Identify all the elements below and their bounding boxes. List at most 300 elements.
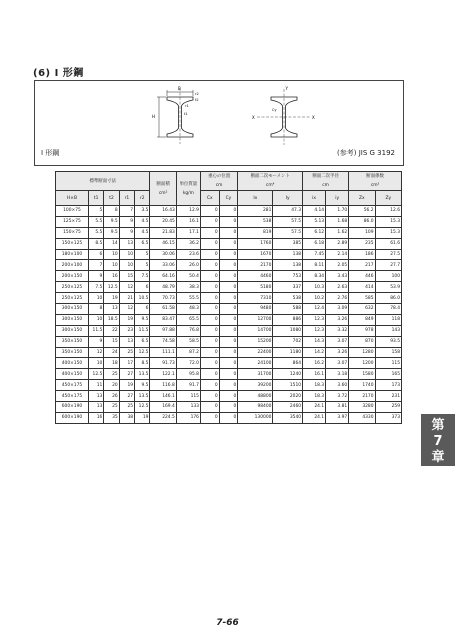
table-cell: 0 xyxy=(219,227,238,238)
table-cell: 1180 xyxy=(273,347,303,358)
table-cell: 100 xyxy=(375,271,401,282)
table-cell: 12.4 xyxy=(303,304,326,315)
table-cell: 35 xyxy=(104,412,119,423)
table-cell: 0 xyxy=(219,402,238,413)
table-cell: 10 xyxy=(88,358,103,369)
table-cell: 116.8 xyxy=(150,380,176,391)
table-cell: 6.5 xyxy=(135,336,150,347)
table-cell: 24100 xyxy=(238,358,273,369)
table-cell: 83.47 xyxy=(150,314,176,325)
header-r2: r2 xyxy=(135,191,150,206)
table-cell: 0 xyxy=(219,412,238,423)
table-cell: 15 xyxy=(104,336,119,347)
table-cell: 8 xyxy=(88,304,103,315)
chapter-tab[interactable] xyxy=(421,414,455,466)
table-cell: 8 xyxy=(104,206,119,217)
table-cell: 91.73 xyxy=(150,358,176,369)
table-cell: 0 xyxy=(200,293,219,304)
table-cell: 115 xyxy=(176,391,200,402)
table-cell: 38.3 xyxy=(176,282,200,293)
table-cell: 13 xyxy=(119,336,134,347)
table-cell: 111.1 xyxy=(150,347,176,358)
table-cell: 0 xyxy=(219,347,238,358)
table-cell: 23 xyxy=(119,325,134,336)
dim-label-t1: t1 xyxy=(184,112,188,116)
table-cell: 0 xyxy=(219,358,238,369)
table-cell: 26.0 xyxy=(176,260,200,271)
table-cell: 9 xyxy=(119,227,134,238)
table-cell: 588 xyxy=(273,304,303,315)
table-cell: 86.0 xyxy=(375,293,401,304)
table-cell: 24.1 xyxy=(303,412,326,423)
dim-label-t2: t2 xyxy=(195,98,199,102)
table-cell: 300×150 xyxy=(56,314,89,325)
table-cell: 2.05 xyxy=(326,260,349,271)
table-cell: 25 xyxy=(104,402,119,413)
table-cell: 16.43 xyxy=(150,206,176,217)
table-cell: 9 xyxy=(119,216,134,227)
table-cell: 446 xyxy=(349,271,375,282)
table-row xyxy=(56,336,402,347)
table-cell: 9.5 xyxy=(135,380,150,391)
table-cell: 0 xyxy=(200,412,219,423)
table-cell: 72.0 xyxy=(176,358,200,369)
table-cell: 22 xyxy=(104,325,119,336)
table-cell: 11.5 xyxy=(88,325,103,336)
table-cell: 3.43 xyxy=(326,271,349,282)
table-cell: 1.70 xyxy=(326,206,349,217)
table-cell: 17.1 xyxy=(176,227,200,238)
table-cell: 150×75 xyxy=(56,227,89,238)
table-cell: 1670 xyxy=(238,249,273,260)
table-row xyxy=(56,282,402,293)
table-cell: 0 xyxy=(219,216,238,227)
table-cell: 2460 xyxy=(273,402,303,413)
table-cell: 0 xyxy=(200,249,219,260)
table-cell: 36.2 xyxy=(176,238,200,249)
table-cell: 65.5 xyxy=(176,314,200,325)
header-cy: Cy xyxy=(219,191,238,206)
dim-label-H: H xyxy=(152,114,156,119)
table-cell: 57.5 xyxy=(273,216,303,227)
table-cell: 7.5 xyxy=(135,271,150,282)
header-t1: t1 xyxy=(88,191,103,206)
table-cell: 450×175 xyxy=(56,380,89,391)
table-cell: 56.2 xyxy=(349,206,375,217)
axis-label-Cy: Cy xyxy=(272,108,277,112)
table-row xyxy=(56,304,402,315)
table-cell: 3.97 xyxy=(326,412,349,423)
table-cell: 224.5 xyxy=(150,412,176,423)
table-cell: 600×190 xyxy=(56,402,89,413)
table-row xyxy=(56,206,402,217)
table-cell: 4460 xyxy=(238,271,273,282)
table-cell: 0 xyxy=(219,293,238,304)
table-cell: 47.3 xyxy=(273,206,303,217)
table-cell: 186 xyxy=(349,249,375,260)
table-cell: 6 xyxy=(135,304,150,315)
table-cell: 18.3 xyxy=(303,391,326,402)
header-zy: Zy xyxy=(375,191,401,206)
table-cell: 0 xyxy=(219,260,238,271)
table-cell: 7 xyxy=(88,260,103,271)
dim-label-r1: r1 xyxy=(185,104,189,108)
table-cell: 13 xyxy=(88,391,103,402)
table-cell: 9480 xyxy=(238,304,273,315)
table-cell: 13 xyxy=(119,238,134,249)
table-cell: 118 xyxy=(375,314,401,325)
table-cell: 217 xyxy=(349,260,375,271)
table-cell: 0 xyxy=(200,358,219,369)
table-cell: 10.5 xyxy=(135,293,150,304)
table-cell: 3.32 xyxy=(326,325,349,336)
table-cell: 6.18 xyxy=(303,238,326,249)
table-cell: 0 xyxy=(200,402,219,413)
table-row xyxy=(56,238,402,249)
table-cell: 870 xyxy=(349,336,375,347)
table-row xyxy=(56,358,402,369)
table-cell: 23.6 xyxy=(176,249,200,260)
table-cell: 57.5 xyxy=(273,227,303,238)
table-cell: 55.5 xyxy=(176,293,200,304)
table-cell: 12.9 xyxy=(176,206,200,217)
table-cell: 24 xyxy=(104,347,119,358)
table-cell: 849 xyxy=(349,314,375,325)
table-row xyxy=(56,227,402,238)
table-cell: 281 xyxy=(238,206,273,217)
table-cell: 50.4 xyxy=(176,271,200,282)
table-cell: 7.5 xyxy=(88,282,103,293)
table-cell: 0 xyxy=(219,314,238,325)
table-row xyxy=(56,412,402,423)
table-cell: 12.6 xyxy=(375,206,401,217)
table-cell: 5.5 xyxy=(88,216,103,227)
table-cell: 25 xyxy=(104,369,119,380)
table-cell: 4.5 xyxy=(135,216,150,227)
table-cell: 18 xyxy=(104,358,119,369)
table-cell: 864 xyxy=(273,358,303,369)
table-cell: 13.5 xyxy=(135,391,150,402)
table-cell: 0 xyxy=(219,391,238,402)
table-cell: 46.15 xyxy=(150,238,176,249)
table-row xyxy=(56,260,402,271)
table-cell: 1.62 xyxy=(326,227,349,238)
table-cell: 0 xyxy=(200,304,219,315)
table-cell: 1.68 xyxy=(326,216,349,227)
table-cell: 0 xyxy=(200,314,219,325)
table-cell: 53.9 xyxy=(375,282,401,293)
table-cell: 86.0 xyxy=(349,216,375,227)
table-cell: 0 xyxy=(200,380,219,391)
table-cell: 0 xyxy=(219,238,238,249)
table-cell: 3.26 xyxy=(326,347,349,358)
table-cell: 3.60 xyxy=(326,380,349,391)
table-cell: 14.3 xyxy=(303,336,326,347)
header-ix-radius: ix xyxy=(303,191,326,206)
table-cell: 130000 xyxy=(238,412,273,423)
table-cell: 19 xyxy=(119,314,134,325)
table-cell: 64.16 xyxy=(150,271,176,282)
table-cell: 138 xyxy=(273,260,303,271)
table-cell: 25 xyxy=(119,402,134,413)
table-cell: 11.5 xyxy=(135,325,150,336)
table-cell: 7.45 xyxy=(303,249,326,260)
table-cell: 350×150 xyxy=(56,347,89,358)
table-cell: 350×150 xyxy=(56,336,89,347)
table-cell: 39200 xyxy=(238,380,273,391)
ibeam-axis-drawing xyxy=(249,85,319,147)
table-cell: 0 xyxy=(200,227,219,238)
table-cell: 400×150 xyxy=(56,369,89,380)
table-cell: 2020 xyxy=(273,391,303,402)
table-cell: 169.4 xyxy=(150,402,176,413)
header-weight: 単位質量 kg/m xyxy=(176,172,200,206)
header-hxb: H×B xyxy=(56,191,89,206)
table-cell: 2170 xyxy=(238,260,273,271)
section-title: (6) I 形鋼 xyxy=(33,68,84,79)
table-cell: 8.34 xyxy=(303,271,326,282)
table-cell: 16.2 xyxy=(303,358,326,369)
table-row xyxy=(56,249,402,260)
table-cell: 16.1 xyxy=(303,369,326,380)
table-cell: 1740 xyxy=(349,380,375,391)
table-cell: 9.5 xyxy=(104,216,119,227)
table-cell: 3.26 xyxy=(326,314,349,325)
header-centroid: 重心の位置 cm xyxy=(200,172,237,191)
ibeam-dimension-drawing xyxy=(145,85,215,147)
table-cell: 27.7 xyxy=(375,260,401,271)
table-cell: 702 xyxy=(273,336,303,347)
table-cell: 14 xyxy=(104,238,119,249)
header-r1: r1 xyxy=(119,191,134,206)
table-cell: 3.72 xyxy=(326,391,349,402)
table-cell: 4.5 xyxy=(135,227,150,238)
table-row xyxy=(56,369,402,380)
chapter-tab-line3: 章 xyxy=(431,450,445,465)
table-cell: 0 xyxy=(219,249,238,260)
table-cell: 3280 xyxy=(349,402,375,413)
header-ix: Ix xyxy=(238,191,273,206)
table-cell: 25 xyxy=(119,347,134,358)
table-cell: 20.45 xyxy=(150,216,176,227)
header-radius: 断面二次半径 cm xyxy=(303,172,349,191)
table-cell: 26 xyxy=(104,391,119,402)
table-cell: 886 xyxy=(273,314,303,325)
table-cell: 48.3 xyxy=(176,304,200,315)
table-cell: 0 xyxy=(200,347,219,358)
table-cell: 38 xyxy=(119,412,134,423)
header-cx: Cx xyxy=(200,191,219,206)
table-cell: 10.2 xyxy=(303,293,326,304)
header-moment: 断面二次モーメント cm⁴ xyxy=(238,172,303,191)
table-cell: 0 xyxy=(219,271,238,282)
table-cell: 10 xyxy=(119,260,134,271)
table-row xyxy=(56,325,402,336)
table-cell: 74.58 xyxy=(150,336,176,347)
table-cell: 385 xyxy=(273,238,303,249)
table-cell: 76.8 xyxy=(176,325,200,336)
table-cell: 5.5 xyxy=(88,227,103,238)
table-cell: 300×150 xyxy=(56,325,89,336)
table-cell: 27 xyxy=(119,391,134,402)
table-cell: 235 xyxy=(349,238,375,249)
table-cell: 91.7 xyxy=(176,380,200,391)
table-row xyxy=(56,402,402,413)
table-cell: 1200 xyxy=(349,358,375,369)
table-cell: 16 xyxy=(88,412,103,423)
table-cell: 21 xyxy=(119,293,134,304)
table-cell: 19 xyxy=(104,293,119,304)
table-cell: 0 xyxy=(219,380,238,391)
axis-label-X-left: X xyxy=(252,115,255,120)
table-cell: 18.3 xyxy=(303,380,326,391)
table-row xyxy=(56,391,402,402)
header-area: 断面積 cm² xyxy=(150,172,176,206)
table-cell: 93.5 xyxy=(375,336,401,347)
table-cell: 5 xyxy=(88,206,103,217)
header-dimensions: 標準断面寸法 xyxy=(56,172,150,191)
table-cell: 6 xyxy=(135,282,150,293)
table-cell: 158 xyxy=(375,347,401,358)
table-cell: 585 xyxy=(349,293,375,304)
table-cell: 2.76 xyxy=(326,293,349,304)
table-cell: 13 xyxy=(88,402,103,413)
ibeam-spec-table xyxy=(55,171,402,424)
table-cell: 3.81 xyxy=(326,402,349,413)
table-cell: 538 xyxy=(238,216,273,227)
table-cell: 1240 xyxy=(273,369,303,380)
table-cell: 9.5 xyxy=(104,227,119,238)
table-cell: 5 xyxy=(135,249,150,260)
table-cell: 2170 xyxy=(349,391,375,402)
table-row xyxy=(56,380,402,391)
table-cell: 5.13 xyxy=(303,216,326,227)
table-cell: 17 xyxy=(119,358,134,369)
table-cell: 3.18 xyxy=(326,369,349,380)
table-cell: 1080 xyxy=(273,325,303,336)
table-cell: 3540 xyxy=(273,412,303,423)
table-cell: 70.73 xyxy=(150,293,176,304)
axis-label-Y: Y xyxy=(285,86,288,91)
table-cell: 3.5 xyxy=(135,206,150,217)
table-cell: 2.89 xyxy=(326,238,349,249)
table-cell: 18.5 xyxy=(104,314,119,325)
table-cell: 20 xyxy=(104,380,119,391)
table-cell: 753 xyxy=(273,271,303,282)
table-cell: 0 xyxy=(200,325,219,336)
table-cell: 9 xyxy=(88,336,103,347)
table-cell: 12 xyxy=(119,304,134,315)
table-cell: 0 xyxy=(200,282,219,293)
table-cell: 95.8 xyxy=(176,369,200,380)
table-cell: 122.1 xyxy=(150,369,176,380)
table-cell: 0 xyxy=(219,325,238,336)
table-cell: 1510 xyxy=(273,380,303,391)
chapter-tab-line1: 第 xyxy=(431,418,445,433)
table-row xyxy=(56,314,402,325)
table-cell: 6.12 xyxy=(303,227,326,238)
table-cell: 12.3 xyxy=(303,325,326,336)
table-cell: 1580 xyxy=(349,369,375,380)
table-cell: 10 xyxy=(104,260,119,271)
table-cell: 0 xyxy=(219,304,238,315)
table-cell: 10 xyxy=(88,314,103,325)
table-cell: 0 xyxy=(219,369,238,380)
table-cell: 9.5 xyxy=(135,314,150,325)
table-cell: 100×75 xyxy=(56,206,89,217)
table-cell: 31700 xyxy=(238,369,273,380)
table-cell: 15200 xyxy=(238,336,273,347)
table-row xyxy=(56,347,402,358)
header-zx: Zx xyxy=(349,191,375,206)
table-cell: 538 xyxy=(273,293,303,304)
table-cell: 400×150 xyxy=(56,358,89,369)
table-cell: 978 xyxy=(349,325,375,336)
table-cell: 180×100 xyxy=(56,249,89,260)
table-cell: 61.58 xyxy=(150,304,176,315)
table-cell: 87.2 xyxy=(176,347,200,358)
table-cell: 3.07 xyxy=(326,336,349,347)
table-cell: 200×150 xyxy=(56,271,89,282)
table-cell: 133 xyxy=(176,402,200,413)
table-cell: 259 xyxy=(375,402,401,413)
dim-label-B: B xyxy=(178,86,181,91)
table-cell: 14700 xyxy=(238,325,273,336)
table-cell: 15 xyxy=(119,271,134,282)
table-cell: 0 xyxy=(219,336,238,347)
table-cell: 143 xyxy=(375,325,401,336)
table-cell: 0 xyxy=(200,260,219,271)
table-cell: 7310 xyxy=(238,293,273,304)
table-cell: 24.1 xyxy=(303,402,326,413)
table-cell: 6.5 xyxy=(135,238,150,249)
table-cell: 12 xyxy=(88,347,103,358)
table-cell: 0 xyxy=(219,206,238,217)
table-row xyxy=(56,293,402,304)
table-row xyxy=(56,271,402,282)
table-cell: 414 xyxy=(349,282,375,293)
header-iy: Iy xyxy=(273,191,303,206)
table-cell: 58.5 xyxy=(176,336,200,347)
table-cell: 48800 xyxy=(238,391,273,402)
table-row xyxy=(56,216,402,227)
axis-label-X-right: X xyxy=(312,115,315,120)
table-cell: 0 xyxy=(200,336,219,347)
table-cell: 4330 xyxy=(349,412,375,423)
table-cell: 12.5 xyxy=(104,282,119,293)
table-cell: 300×150 xyxy=(56,304,89,315)
table-cell: 125×75 xyxy=(56,216,89,227)
table-cell: 3.09 xyxy=(326,304,349,315)
table-cell: 337 xyxy=(273,282,303,293)
table-cell: 61.6 xyxy=(375,238,401,249)
table-cell: 10 xyxy=(104,249,119,260)
table-cell: 15.3 xyxy=(375,216,401,227)
page-number: 7-66 xyxy=(216,618,239,628)
table-cell: 5 xyxy=(135,260,150,271)
header-iy-radius: iy xyxy=(326,191,349,206)
table-cell: 2.14 xyxy=(326,249,349,260)
table-cell: 16 xyxy=(104,271,119,282)
table-cell: 12700 xyxy=(238,314,273,325)
table-cell: 13 xyxy=(104,304,119,315)
table-cell: 200×100 xyxy=(56,260,89,271)
table-cell: 12.5 xyxy=(135,402,150,413)
table-cell: 250×125 xyxy=(56,293,89,304)
figure-label: I 形鋼 xyxy=(41,149,60,157)
table-cell: 8.11 xyxy=(303,260,326,271)
table-cell: 98400 xyxy=(238,402,273,413)
